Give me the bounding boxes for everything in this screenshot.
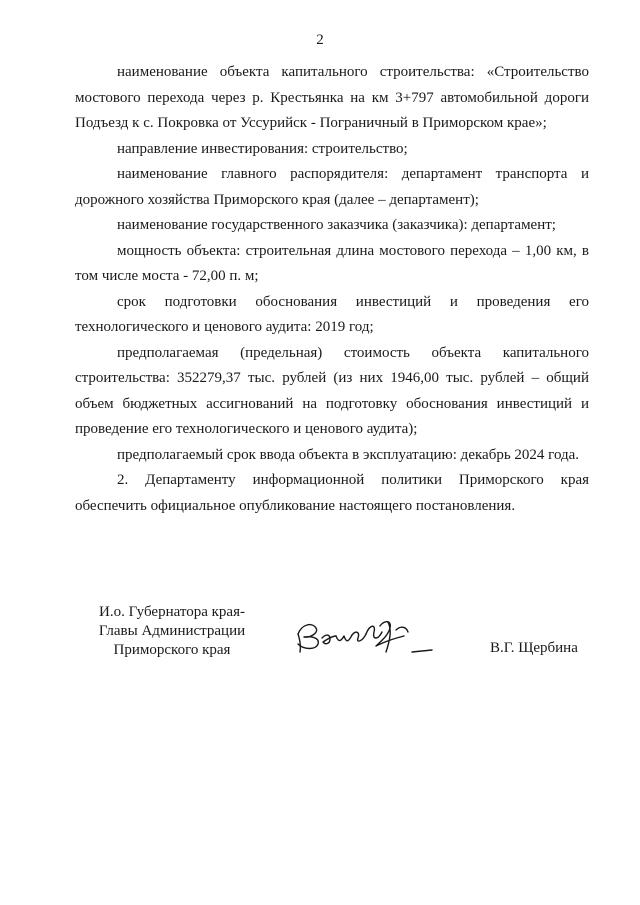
signatory-title-line: Приморского края (113, 642, 231, 658)
handwritten-signature-icon (292, 612, 442, 662)
paragraph: предполагаемая (предельная) стоимость объекта капитального строительства: 352279,37 тыс. рублей (из них 1946,00 тыс. рублей – общий объем бюджетных ассигнований на подготовку обоснования инвестиций и проведение его технологического и ценового аудита); (75, 344, 589, 437)
signatory-title-line: И.о. Губернатора края- (99, 604, 245, 620)
document-body (75, 60, 589, 519)
paragraph: наименование объекта капитального строительства: «Строительство мостового перехода через р. Крестьянка на км 3+797 автомобильной дороги Подъезд к с. Покровка от Уссурийск - Пограничный в Приморском крае»; (75, 64, 589, 131)
signatory-title (82, 603, 262, 660)
paragraph: 2. Департаменту информационной политики Приморского края обеспечить официальное опубликование настоящего постановления. (75, 472, 589, 514)
signatory-name: В.Г. Щербина (490, 640, 578, 656)
page-number: 2 (316, 32, 324, 48)
paragraph: мощность объекта: строительная длина мостового перехода – 1,00 км, в том числе моста - 72,00 п. м; (75, 242, 589, 284)
paragraph: срок подготовки обоснования инвестиций и проведения его технологического и ценового аудита: 2019 год; (75, 293, 589, 335)
paragraph: направление инвестирования: строительство; (117, 140, 408, 157)
signatory-title-line: Главы Администрации (98, 623, 246, 639)
paragraph: предполагаемый срок ввода объекта в эксплуатацию: декабрь 2024 года. (117, 446, 580, 463)
paragraph: наименование главного распорядителя: департамент транспорта и дорожного хозяйства Приморского края (далее – департамент); (75, 166, 589, 208)
paragraph: наименование государственного заказчика (заказчика): департамент; (117, 217, 556, 233)
